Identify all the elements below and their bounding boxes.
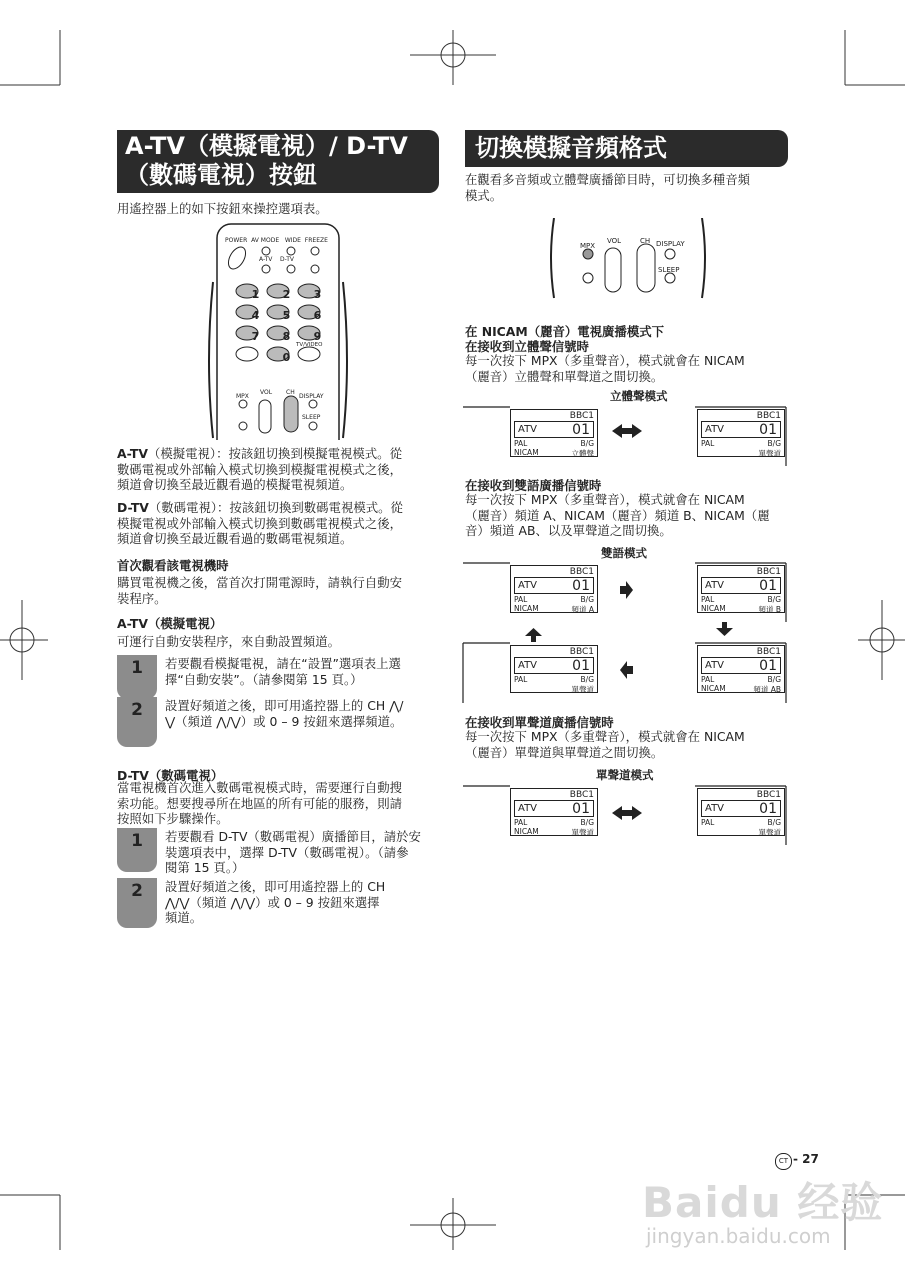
right-remote-display-label: DISPLAY (656, 240, 685, 248)
dtv-description: D-TV（數碼電視）：按該鈕切換到數碼電視模式。從 模擬電視或外部輸入模式切換到數碼電視模式之後， 頻道會切換至最近觀看過的數碼電視頻道。 (117, 500, 403, 546)
left-title-line2: （數碼電視）按鈕 (125, 161, 317, 189)
osd-channel-bar: ATV 01 (701, 657, 781, 674)
osd-system-row: PAL B/G (701, 439, 781, 448)
left-title-line1: A-TV（模擬電視）/ D-TV (125, 132, 408, 160)
left-section-title (117, 130, 439, 193)
osd-panel (697, 409, 785, 457)
remote-row1-labels: POWER AV MODE WIDE FREEZE (225, 237, 328, 244)
right-intro: 在觀看多音頻或立體聲廣播節目時，可切換多種音頻 模式。 (465, 172, 750, 203)
osd-audio-row: 單聲道 (758, 449, 781, 458)
right-remote-mpx-label: MPX (580, 242, 596, 250)
osd-system-row: PAL B/G (514, 675, 594, 684)
bilingual-text: 每一次按下 MPX（多重聲音），模式就會在 NICAM （麗音）頻道 A、NICAM（麗音）頻道 B、NICAM（麗 音）頻道 AB、以及單聲道之間切換。 (465, 492, 770, 538)
osd-station: BBC1 (569, 567, 594, 577)
osd-system-row: PAL B/G (701, 675, 781, 684)
dtv-step2-badge: 2 (117, 878, 157, 928)
osd-panel (697, 645, 785, 693)
osd-channel-bar: ATV 01 (701, 577, 781, 594)
mono-text: 每一次按下 MPX（多重聲音），模式就會在 NICAM （麗音）單聲道與單聲道之間切換。 (465, 729, 745, 760)
osd-station: BBC1 (756, 647, 781, 657)
osd-station: BBC1 (756, 411, 781, 421)
osd-panel (697, 565, 785, 613)
remote-mpx-label: MPX (236, 393, 249, 400)
remote-vol-label: VOL (260, 389, 273, 396)
osd-panel (510, 645, 598, 693)
first-time-text: 購買電視機之後，當首次打開電源時，請執行自動安 裝程序。 (117, 575, 402, 606)
baidu-watermark-url: jingyan.baidu.com (646, 1224, 831, 1248)
language-badge: CT (775, 1153, 792, 1170)
osd-station: BBC1 (569, 790, 594, 800)
bilingual-caption: 雙語模式 (601, 546, 647, 560)
bilingual-heading: 在接收到雙語廣播信號時 (465, 478, 602, 493)
osd-panel (510, 788, 598, 836)
osd-station: BBC1 (756, 567, 781, 577)
remote-sleep-label: SLEEP (302, 414, 321, 421)
remote-digit-labels: 1 2 3 4 5 6 7 8 9 0 (251, 288, 322, 364)
page-number: - 27 (793, 1152, 819, 1166)
remote-detail-illustration (548, 218, 708, 300)
osd-station: BBC1 (756, 790, 781, 800)
dtv-step1-text: 若要觀看 D-TV（數碼電視）廣播節目，請於安 裝選項表中，選擇 D-TV（數碼電視）。（請參 閱第 15 頁。） (165, 829, 421, 875)
atv-intro: 可運行自動安裝程序，來自動設置頻道。 (117, 634, 341, 649)
osd-audio-row: NICAM 頻道 B (701, 604, 781, 614)
remote-display-label: DISPLAY (299, 393, 324, 400)
osd-panel (510, 409, 598, 457)
left-intro: 用遙控器上的如下按鈕來操控選項表。 (117, 201, 328, 216)
osd-audio-row: NICAM 單聲道 (514, 827, 594, 837)
osd-audio-row: 單聲道 (758, 828, 781, 837)
right-remote-vol-label: VOL (607, 237, 622, 245)
right-section-title: 切換模擬音頻格式 (465, 130, 788, 167)
remote-ch-label: CH (286, 389, 295, 396)
osd-channel-bar: ATV 01 (701, 421, 781, 438)
dtv-step1-badge: 1 (117, 828, 157, 872)
mono-heading: 在接收到單聲道廣播信號時 (465, 715, 614, 730)
osd-station: BBC1 (569, 411, 594, 421)
osd-system-row: PAL B/G (514, 595, 594, 604)
nicam-heading: 在 NICAM（麗音）電視廣播模式下 (465, 324, 664, 339)
osd-channel-bar: ATV 01 (514, 657, 594, 674)
osd-channel-bar: ATV 01 (701, 800, 781, 817)
right-remote-ch-label: CH (640, 237, 651, 245)
baidu-watermark-logo: Baidu 经验 (642, 1178, 884, 1227)
osd-audio-row: NICAM 立體聲 (514, 448, 594, 458)
osd-channel-bar: ATV 01 (514, 421, 594, 438)
osd-system-row: PAL B/G (514, 439, 594, 448)
stereo-text: 每一次按下 MPX（多重聲音），模式就會在 NICAM （麗音）立體聲和單聲道之間切換。 (465, 353, 745, 384)
osd-audio-row: 單聲道 (571, 685, 594, 694)
dtv-heading: D-TV（數碼電視） (117, 768, 224, 783)
osd-station: BBC1 (569, 647, 594, 657)
stereo-caption: 立體聲模式 (610, 389, 668, 403)
remote-row2-labels: A-TV D-TV (259, 256, 295, 263)
atv-step2-text: 設置好頻道之後，即可用遙控器上的 CH ⋀/ ⋁（頻道 ⋀/⋁）或 0 – 9 按鈕來選擇頻道。 (165, 698, 404, 729)
atv-step1-text: 若要觀看模擬電視，請在“設置”選項表上選 擇“自動安裝”。（請參閱第 15 頁。） (165, 656, 401, 687)
first-time-heading: 首次觀看該電視機時 (117, 558, 229, 573)
osd-audio-row: NICAM 頻道 AB (701, 684, 781, 694)
osd-panel (510, 565, 598, 613)
stereo-heading: 在接收到立體聲信號時 (465, 339, 589, 354)
atv-heading: A-TV（模擬電視） (117, 616, 223, 631)
osd-panel (697, 788, 785, 836)
dtv-intro: 當電視機首次進入數碼電視模式時，需要運行自動搜 索功能。想要搜尋所在地區的所有可能的服務，則請 按照如下步驟操作。 (117, 780, 402, 826)
dtv-step2-text: 設置好頻道之後，即可用遙控器上的 CH ⋀/⋁（頻道 ⋀/⋁）或 0 – 9 按鈕來選擇 頻道。 (165, 879, 386, 925)
osd-system-row: PAL B/G (514, 818, 594, 827)
osd-channel-bar: ATV 01 (514, 577, 594, 594)
atv-step2-badge: 2 (117, 697, 157, 747)
osd-system-row: PAL B/G (701, 818, 781, 827)
osd-system-row: PAL B/G (701, 595, 781, 604)
remote-tvvideo-label: TV/VIDEO (296, 342, 323, 348)
atv-step1-badge: 1 (117, 655, 157, 699)
osd-audio-row: NICAM 頻道 A (514, 604, 594, 614)
atv-description: A-TV（模擬電視）：按該鈕切換到模擬電視模式。從 數碼電視或外部輸入模式切換到模擬電視模式之後， 頻道會切換至最近觀看過的模擬電視頻道。 (117, 446, 402, 492)
mono-caption: 單聲道模式 (596, 768, 654, 782)
right-remote-sleep-label: SLEEP (658, 266, 680, 274)
osd-channel-bar: ATV 01 (514, 800, 594, 817)
